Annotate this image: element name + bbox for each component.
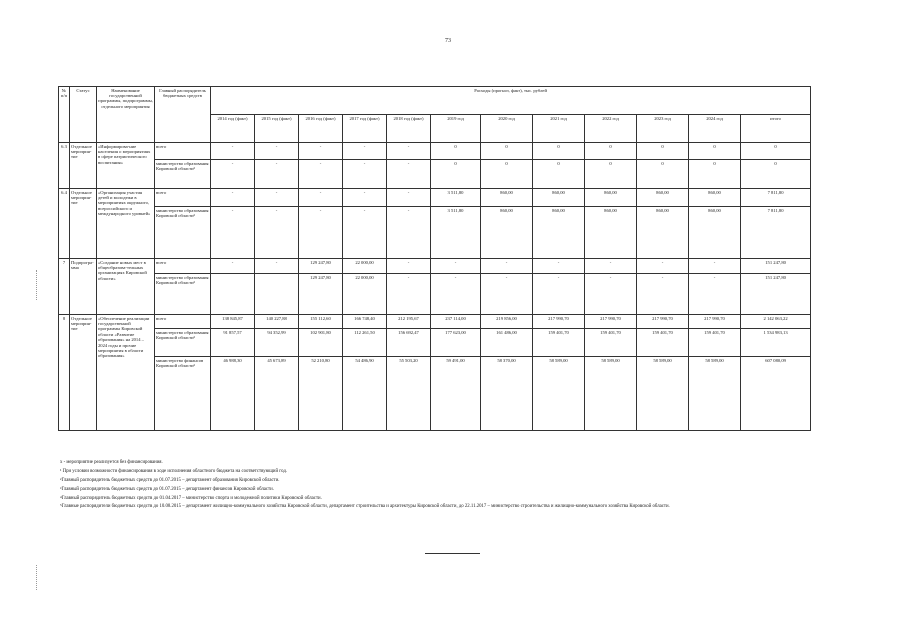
table-row (59, 189, 811, 207)
value-cell: 860,00 (637, 207, 689, 259)
header-num: № п/п (59, 87, 70, 143)
value-cell: - (481, 259, 533, 274)
value-cell: 129 247,80 (299, 274, 343, 315)
value-cell: - (299, 143, 343, 160)
value-cell: - (431, 259, 481, 274)
footnote: ²Главный распорядитель бюджетных средств до 01.07.2015 – департамент образования Кировской области. (60, 477, 280, 483)
value-cell: - (343, 143, 387, 160)
value-cell: - (431, 274, 481, 315)
budget-table (58, 86, 811, 431)
table-row (59, 259, 811, 274)
value-cell: - (387, 207, 431, 259)
value-cell: 46 988,30 (211, 357, 255, 431)
row-status: Отдельное мероприя-тие (70, 143, 97, 189)
value-cell: - (533, 259, 585, 274)
row-manager: министерство образования Кировской области³ (155, 160, 211, 189)
footnotes (60, 460, 820, 513)
value-cell (211, 274, 255, 315)
value-cell: - (689, 259, 741, 274)
header-year: 2023 год (637, 115, 689, 143)
value-cell: 0 (431, 143, 481, 160)
value-cell: - (255, 259, 299, 274)
table-row (59, 160, 811, 189)
value-cell: - (211, 189, 255, 207)
value-cell: 1 534 983,13 (741, 329, 811, 357)
value-cell: 607 080,09 (741, 357, 811, 431)
value-cell: 0 (481, 143, 533, 160)
value-cell: 102 901,80 (299, 329, 343, 357)
row-manager: всего (155, 259, 211, 274)
value-cell: 58 589,00 (585, 357, 637, 431)
value-cell: 212 195,67 (387, 315, 431, 329)
value-cell: - (255, 143, 299, 160)
header-year: 2024 год (689, 115, 741, 143)
value-cell: 0 (481, 160, 533, 189)
value-cell: 0 (533, 160, 585, 189)
table-row (59, 143, 811, 160)
scan-edge-mark (36, 270, 37, 300)
header-expenses: Расходы (прогноз, факт), тыс. рублей (211, 87, 811, 115)
value-cell: 52 210,80 (299, 357, 343, 431)
value-cell: 2 142 063,22 (741, 315, 811, 329)
value-cell: 159 401,70 (689, 329, 741, 357)
value-cell: 22 000,00 (343, 259, 387, 274)
table-row (59, 274, 811, 315)
value-cell: 129 247,80 (299, 259, 343, 274)
value-cell: 860,00 (481, 207, 533, 259)
value-cell: 219 856,00 (481, 315, 533, 329)
value-cell: 0 (585, 160, 637, 189)
value-cell: - (481, 274, 533, 315)
value-cell: 860,00 (689, 189, 741, 207)
row-name: «Обеспечение реализации государственной программы Кировской области «Развитие образования» на 2014 – 2024 годы и прочие мероприятия в области образования» (97, 315, 155, 431)
value-cell: 45 673,89 (255, 357, 299, 431)
value-cell: 159 401,70 (533, 329, 585, 357)
value-cell: 151 247,80 (741, 274, 811, 315)
value-cell: - (255, 160, 299, 189)
value-cell: 0 (689, 143, 741, 160)
row-status: Отдельное мероприя-тие (70, 315, 97, 431)
header-total: итого (741, 115, 811, 143)
row-status: Отдельное мероприя-тие (70, 189, 97, 259)
value-cell: 55 503,20 (387, 357, 431, 431)
value-cell: 860,00 (481, 189, 533, 207)
value-cell: 0 (431, 160, 481, 189)
value-cell: - (343, 189, 387, 207)
header-year: 2021 год (533, 115, 585, 143)
value-cell: - (211, 259, 255, 274)
value-cell: - (387, 259, 431, 274)
value-cell: - (211, 160, 255, 189)
row-number: 6.3 (59, 143, 70, 189)
row-number: 7 (59, 259, 70, 315)
value-cell: 0 (585, 143, 637, 160)
value-cell: 138 845,87 (211, 315, 255, 329)
header-year: 2020 год (481, 115, 533, 143)
value-cell: 59 491,00 (431, 357, 481, 431)
value-cell: 860,00 (533, 207, 585, 259)
value-cell: 91 857,57 (211, 329, 255, 357)
row-manager: всего (155, 315, 211, 329)
value-cell: 151 247,80 (741, 259, 811, 274)
value-cell: 0 (637, 160, 689, 189)
value-cell: - (255, 207, 299, 259)
header-year: 2016 год (факт) (299, 115, 343, 143)
footnote: ⁴Главный распорядитель бюджетных средств до 01.04.2017 – министерство спорта и молодежной политики Кировской области. (60, 495, 322, 501)
row-number: 8 (59, 315, 70, 431)
row-number: 6.4 (59, 189, 70, 259)
table-row (59, 207, 811, 259)
value-cell: 3 511,80 (431, 189, 481, 207)
row-manager: всего (155, 189, 211, 207)
value-cell: - (299, 160, 343, 189)
value-cell: 217 990,70 (637, 315, 689, 329)
value-cell: 3 511,80 (431, 207, 481, 259)
footnote: ³Главный распорядитель бюджетных средств до 01.07.2015 – департамент финансов Кировской области. (60, 486, 274, 492)
value-cell: - (343, 207, 387, 259)
value-cell: - (387, 160, 431, 189)
header-status: Статус (70, 87, 97, 143)
value-cell: 58 589,00 (637, 357, 689, 431)
table-row (59, 329, 811, 357)
value-cell: 7 811,80 (741, 189, 811, 207)
footnote: ⁵Главные распорядители бюджетных средств до 10.08.2015 – департамент жилищно-коммунального хозяйства Кировской области, департамент строительства и архитектуры Кировской области, до 22.11.2017 – министерство строительства и жилищно-коммунального хозяйства Кировской области. (60, 504, 670, 510)
header-name: Наименование государственной программы, подпрограммы, отдельного мероприятия (97, 87, 155, 143)
header-year: 2019 год (431, 115, 481, 143)
value-cell: - (533, 274, 585, 315)
value-cell: 237 114,00 (431, 315, 481, 329)
value-cell: 860,00 (585, 207, 637, 259)
value-cell: - (585, 259, 637, 274)
value-cell: - (637, 274, 689, 315)
value-cell: - (689, 274, 741, 315)
row-name: «Организация участия детей и молодежи в мероприятиях окружного, всероссийского и международного уровней» (97, 189, 155, 259)
value-cell: 860,00 (637, 189, 689, 207)
header-year: 2018 год (факт) (387, 115, 431, 143)
value-cell: - (387, 143, 431, 160)
value-cell: 159 401,70 (585, 329, 637, 357)
row-name: «Создание новых мест в общеобразова-тельных организациях Кировской области» (97, 259, 155, 315)
row-status: Подпрогра-мма (70, 259, 97, 315)
value-cell: 860,00 (585, 189, 637, 207)
page-number: 73 (445, 38, 451, 44)
value-cell: 0 (637, 143, 689, 160)
value-cell: 0 (741, 143, 811, 160)
value-cell: 0 (533, 143, 585, 160)
value-cell: 217 990,70 (585, 315, 637, 329)
value-cell: 0 (741, 160, 811, 189)
value-cell: 217 990,70 (533, 315, 585, 329)
value-cell: 217 990,70 (689, 315, 741, 329)
value-cell: 58 589,00 (689, 357, 741, 431)
value-cell: - (255, 189, 299, 207)
value-cell: - (299, 189, 343, 207)
scan-edge-mark (36, 565, 37, 590)
value-cell: 54 486,90 (343, 357, 387, 431)
header-row (59, 87, 811, 115)
value-cell: 7 811,80 (741, 207, 811, 259)
value-cell: 159 401,70 (637, 329, 689, 357)
footnote: ¹ При условии возможности финансирования в ходе исполнения областного бюджета на соответствующий год. (60, 468, 288, 474)
row-manager: министерство образования Кировской области³ (155, 207, 211, 259)
value-cell: - (387, 274, 431, 315)
value-cell (255, 274, 299, 315)
header-year: 2015 год (факт) (255, 115, 299, 143)
value-cell: 58 370,00 (481, 357, 533, 431)
value-cell: 0 (689, 160, 741, 189)
closing-rule (425, 553, 480, 554)
value-cell: - (343, 160, 387, 189)
header-year: 2017 год (факт) (343, 115, 387, 143)
value-cell: 112 261,50 (343, 329, 387, 357)
value-cell: - (211, 143, 255, 160)
value-cell: 94 352,99 (255, 329, 299, 357)
row-manager: всего (155, 143, 211, 160)
value-cell: - (585, 274, 637, 315)
value-cell: - (299, 207, 343, 259)
value-cell: 155 112,60 (299, 315, 343, 329)
row-manager: министерство финансов Кировской области³ (155, 357, 211, 431)
value-cell: 58 589,00 (533, 357, 585, 431)
table-row (59, 315, 811, 329)
table-row (59, 357, 811, 431)
row-manager: министерство образования Кировской области³ (155, 274, 211, 315)
value-cell: 140 227,88 (255, 315, 299, 329)
header-manager: Главный распорядитель бюджетных средств (155, 87, 211, 143)
footnote: х - мероприятие реализуется без финансирования. (60, 460, 163, 465)
value-cell: 166 748,40 (343, 315, 387, 329)
header-year: 2014 год (факт) (211, 115, 255, 143)
row-manager: министерство образования Кировской области³ (155, 329, 211, 357)
header-year: 2022 год (585, 115, 637, 143)
value-cell: 161 486,00 (481, 329, 533, 357)
value-cell: 22 000,00 (343, 274, 387, 315)
row-name: «Информирова-ние населения о мероприятиях в сфере патриотического воспитания» (97, 143, 155, 189)
value-cell: 860,00 (689, 207, 741, 259)
value-cell: 177 623,00 (431, 329, 481, 357)
value-cell: - (211, 207, 255, 259)
value-cell: - (637, 259, 689, 274)
value-cell: 860,00 (533, 189, 585, 207)
value-cell: 156 692,47 (387, 329, 431, 357)
value-cell: - (387, 189, 431, 207)
